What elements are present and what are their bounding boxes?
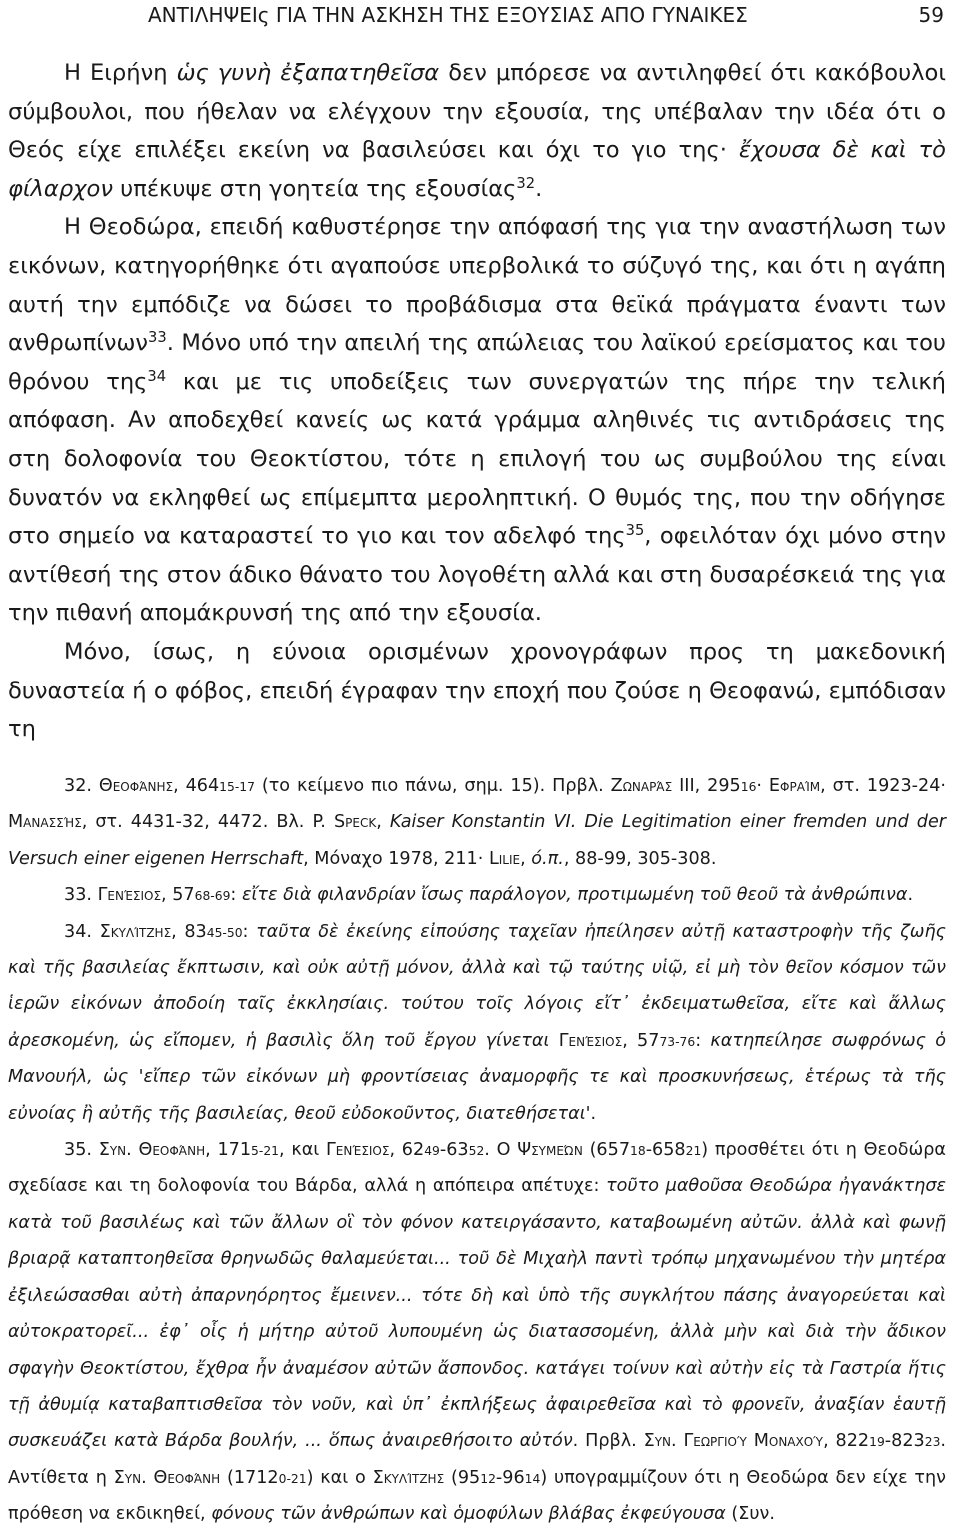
greek-quote: ὡς γυνὴ ἐξαπατηθεῖσα <box>176 60 440 86</box>
paragraph <box>8 54 946 208</box>
page-number: 59 <box>918 3 944 27</box>
text-run: . <box>535 175 543 202</box>
footnote-ref: 34 <box>147 367 167 385</box>
footnote-32: 32. Θεοφάνης, 46415-17 (το κείμενο πιο πάνω, σημ. 15). Πρβλ. Ζωναράς III, 29516· Εφραίμ, στ. 1923-24· Μανασσής, στ. 4431-32, 4472. Βλ. P. Speck, Kaiser Konstantin VI. Die Legitimation einer fremden und der Versuch einer eigenen Herrschaft, Μόναχο 1978, 211· Lilie, ό.π., 88-99, 305-308. <box>8 776 947 869</box>
text-run: και με τις υποδείξεις των συνεργατών της πήρε την τελική απόφαση. Αν αποδεχθεί κανείς ως κατά γράμμα αληθινές τις αντιδράσεις της στη δολοφονία του Θεοκτίστου, τότε η επιλογή του ως συμβούλου της είναι δυνατόν να εκληφθεί ως επίμεμπτα μεροληπτική. Ο θυμός της, που την οδήγησε στο σημείο να καταραστεί το γιο και τον αδελφό της <box>8 368 946 550</box>
footnote-35: 35. Συν. Θεοφάνη, 1715-21, και Γενέσιος, 6249-6352. Ο Ψσυμεών (65718-65821) προσθέτει ότι η Θεοδώρα σχεδίασε και τη δολοφονία του Βάρδα, αλλά η απόπειρα απέτυχε: τοῦτο μαθοῦσα Θεοδώρα ἠγανάκτησε κατὰ τοῦ βασιλέως καὶ τῶν ἄλλων οἳ τὸν φόνον κατειργάσαντο, καταβοωμένη αὐτῶν. ἀλλὰ καὶ φωνῇ βριαρᾷ καταπτοηθεῖσα θρηνωδῶς θαλαμεύεται... τοῦ δὲ Μιχαὴλ παντὶ τρόπῳ μηχανωμένου τὴν μητέρα ἐξιλεώσασθαι αὐτὴ ἀπαρνηόρητος ἔμεινεν... τότε δὴ καὶ ὑπὸ τῆς συγκλήτου πάσης ἀναγορεύεται καὶ αὐτοκρατορεῖ... ἐφ᾽ οἷς ἡ μήτηρ αὐτοῦ λυπουμένη ὡς διατασσομένη, ἀλλὰ μὴν καὶ διὰ τὴν ἄδικον σφαγὴν Θεοκτίστου, ἔχθρα ἦν ἀναμέσον αὐτῶν ἄσπονδος. κατάγει τοίνυν καὶ αὐτὴν εἰς τὰ Γαστρία ἥτις τῇ ἀθυμίᾳ καταβαπτισθεῖσα τὸν νοῦν, καὶ ὑπ᾽ ἐκπλήξεως ἀφαιρεθεῖσα καὶ τὸ φρονεῖν, ἀναξίαν ἑαυτῇ συσκευάζει κατὰ Βάρδα βουλήν, ... ὅπως ἀναιρεθήσοιτο αὐτόν. Πρβλ. Συν. Γεωργιού Μοναχού, 82219-82323. Αντίθετα η Συν. Θεοφάνη (17120-21) και ο Σκυλίτζης (9512-9614) υπογραμμίζουν ότι η Θεοδώρα δεν είχε την πρόθεση να εκδικηθεί, φόνους τῶν ἀνθρώπων καὶ ὁμοφύλων βλάβας ἐκφεύγουσα (Συν. <box>8 1140 946 1525</box>
footnote-ref: 33 <box>148 329 167 347</box>
text-run: . Μόνο υπό την απειλή της απώλειας του λαϊκού ερείσματος και του θρόνου της <box>8 330 946 395</box>
page-header <box>8 0 946 44</box>
paragraph <box>8 208 946 633</box>
footnote-ref: 35 <box>625 522 645 540</box>
footnotes <box>8 768 946 1533</box>
footnote-34: 34. Σκυλίτζης, 8345-50: ταῦτα δὲ ἐκείνης εἰπούσης ταχεῖαν ἠπείλησεν αὐτῇ καταστροφὴν τῆς ζωῆς καὶ τῆς βασιλείας ἔκπτωσιν, καὶ οὐκ αὐτῇ μόνον, ἀλλὰ καὶ τῷ ταύτης υἱῷ, εἰ μὴ τὸν θεῖον κόσμον τῶν ἱερῶν εἰκόνων ἀποδοίη ταῖς ἐκκλησίαις. τούτου τοῖς λόγοις εἴτ᾽ ἐκδειματωθεῖσα, εἴτε καὶ ἄλλως ἀρεσκομένη, ὡς εἴπομεν, ἡ βασιλὶς ὅλη τοῦ ἔργου γίνεται Γενέσιος, 5773-76: κατηπείλησε σωφρόνως ὁ Μανουήλ, ὡς 'εἴπερ τῶν εἰκόνων μὴ φροντίσειας ἀναμορφῆς τε καὶ προσκυνήσεως, ἑτέρως τὰ τῆς εὐνοίας ἢ αὐτῆς τῆς βασιλείας, θεοῦ εὐδοκοῦντος, διατεθήσεται'. <box>8 921 947 1124</box>
text-run: , οφειλόταν όχι μόνο στην αντίθεσή της στον άδικο θάνατο του λογοθέτη αλλά και στη δυσαρέσκειά της για την πιθανή απομάκρυνσή της από την εξουσία. <box>8 523 946 627</box>
main-text <box>8 54 946 749</box>
text-run: υπέκυψε στη γοητεία της εξουσίας <box>112 175 517 202</box>
text-run: δεν μπόρεσε να αντιληφθεί ότι κακόβουλοι σύμβουλοι, που ήθελαν να ελέγχουν την εξουσία, της υπέβαλαν την ιδέα ότι ο Θεός είχε επιλέξει εκείνη να βασιλεύσει και όχι το γιο της· <box>8 60 946 164</box>
running-head: ΑΝΤΙΛΗΨΕΙς ΓΙΑ ΤΗΝ ΑΣΚΗΣΗ ΤΗΣ ΕΞΟΥΣΙΑΣ ΑΠΟ ΓΥΝΑΙΚΕΣ <box>148 3 748 27</box>
text-run: Η Θεοδώρα, επειδή καθυστέρησε την απόφασή της για την αναστήλωση των εικόνων, κατηγορήθηκε ότι αγαπούσε υπερβολικά το σύζυγό της, και ότι η αγάπη αυτή την εμπόδιζε να δώσει το προβάδισμα στα θεϊκά πράγματα έναντι των ανθρωπίνων <box>8 214 946 357</box>
footnote-ref: 32 <box>516 174 536 192</box>
paragraph: Μόνο, ίσως, η εύνοια ορισμένων χρονογράφων προς τη μακεδονική δυναστεία ή ο φόβος, επειδή έγραφαν την εποχή που ζούσε η Θεοφανώ, εμπόδισαν τη <box>8 638 946 743</box>
footnote-33: 33. Γενέσιος, 5768-69: εἴτε διὰ φιλανδρίαν ἴσως παράλογον, προτιμωμένη τοῦ θεοῦ τὰ ἀνθρώπινα. <box>64 885 914 906</box>
text-run: Η Ειρήνη <box>64 60 177 86</box>
greek-quote: ἔχουσα δὲ καὶ τὸ φίλαρχον <box>8 137 946 202</box>
